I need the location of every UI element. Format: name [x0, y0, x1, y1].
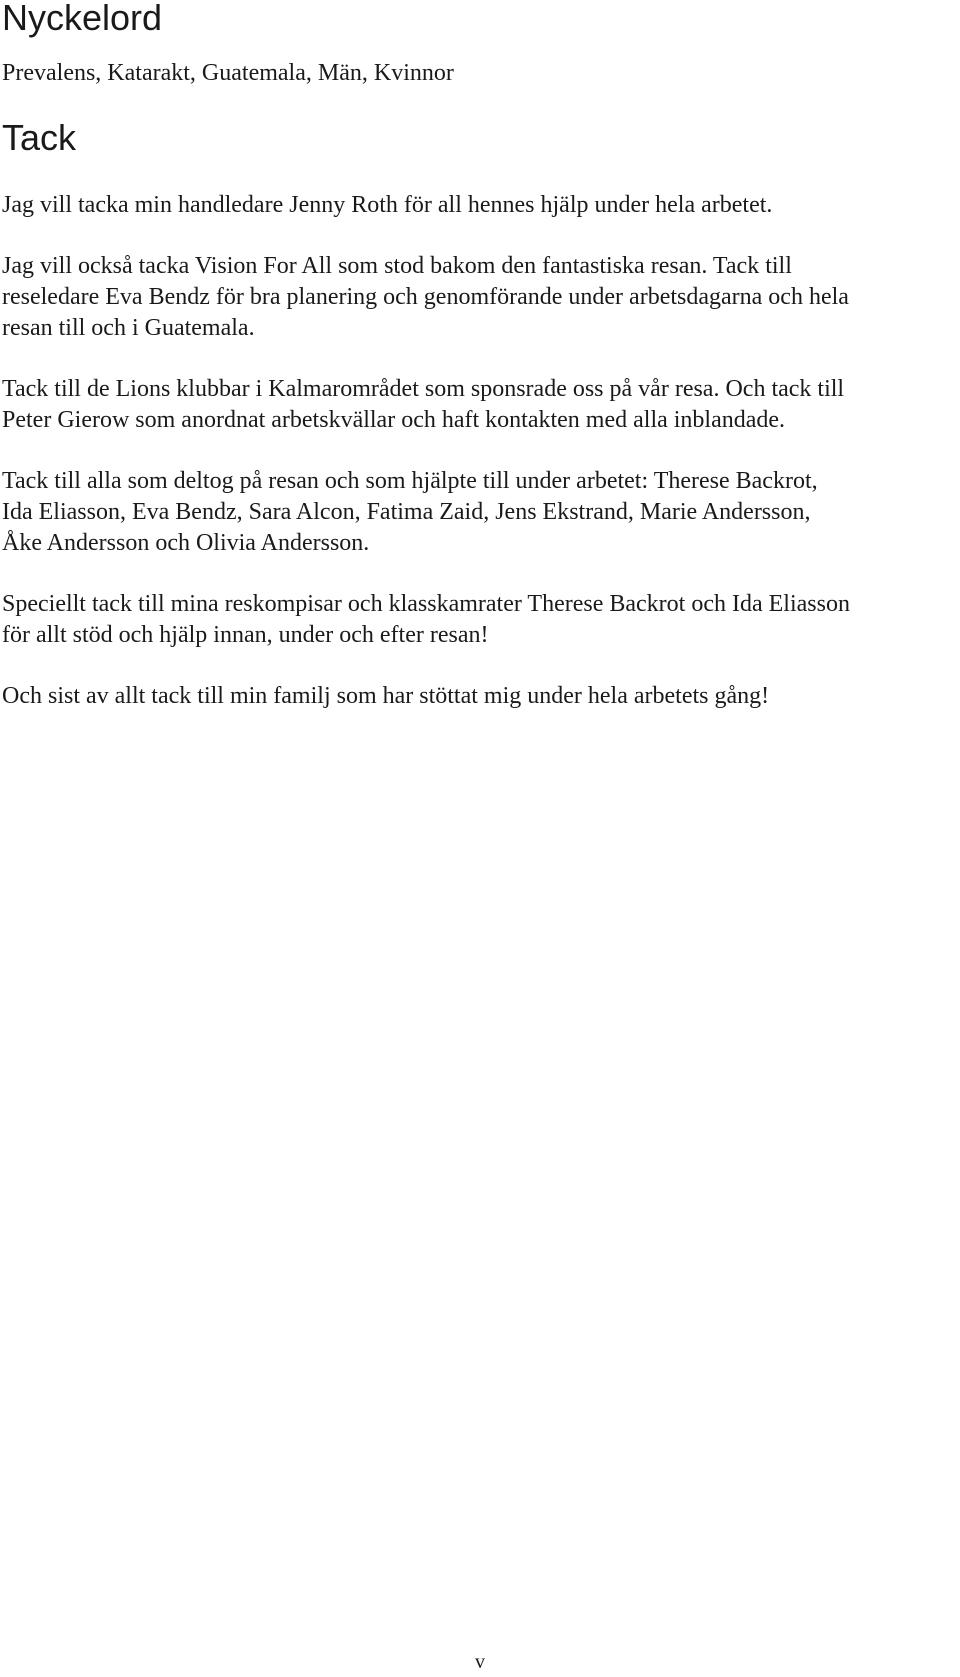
keywords-text: Prevalens, Katarakt, Guatemala, Män, Kvinnor: [2, 60, 454, 86]
page-number: v: [475, 1651, 485, 1673]
text-line: Jag vill tacka min handledare Jenny Roth för all hennes hjälp under hela arbetet.: [2, 192, 773, 218]
text-line: Jag vill också tacka Vision For All som stod bakom den fantastiska resan. Tack till: [2, 253, 792, 279]
acknowledgement-paragraph-5: [2, 589, 952, 651]
text-line: Åke Andersson och Olivia Andersson.: [2, 530, 370, 556]
text-line: Ida Eliasson, Eva Bendz, Sara Alcon, Fatima Zaid, Jens Ekstrand, Marie Andersson,: [2, 499, 811, 525]
acknowledgement-paragraph-3: [2, 374, 952, 436]
acknowledgement-paragraph-6: [2, 681, 952, 712]
acknowledgement-paragraph-1: [2, 190, 952, 221]
text-line: Speciellt tack till mina reskompisar och klasskamrater Therese Backrot och Ida Eliasson: [2, 591, 850, 617]
keywords-heading: Nyckelord: [2, 0, 163, 38]
text-line: för allt stöd och hjälp innan, under och efter resan!: [2, 622, 489, 648]
text-line: Tack till de Lions klubbar i Kalmarområdet som sponsrade oss på vår resa. Och tack till: [2, 376, 845, 402]
acknowledgement-paragraph-2: [2, 251, 952, 344]
acknowledgement-paragraph-4: [2, 466, 952, 559]
text-line: resan till och i Guatemala.: [2, 315, 255, 341]
text-line: Tack till alla som deltog på resan och som hjälpte till under arbetet: Therese Backrot,: [2, 468, 818, 494]
text-line: reseledare Eva Bendz för bra planering och genomförande under arbetsdagarna och hela: [2, 284, 849, 310]
text-line: Peter Gierow som anordnat arbetskvällar och haft kontakten med alla inblandade.: [2, 407, 786, 433]
text-line: Och sist av allt tack till min familj som har stöttat mig under hela arbetets gång!: [2, 683, 770, 709]
acknowledgements-heading: Tack: [2, 117, 77, 158]
